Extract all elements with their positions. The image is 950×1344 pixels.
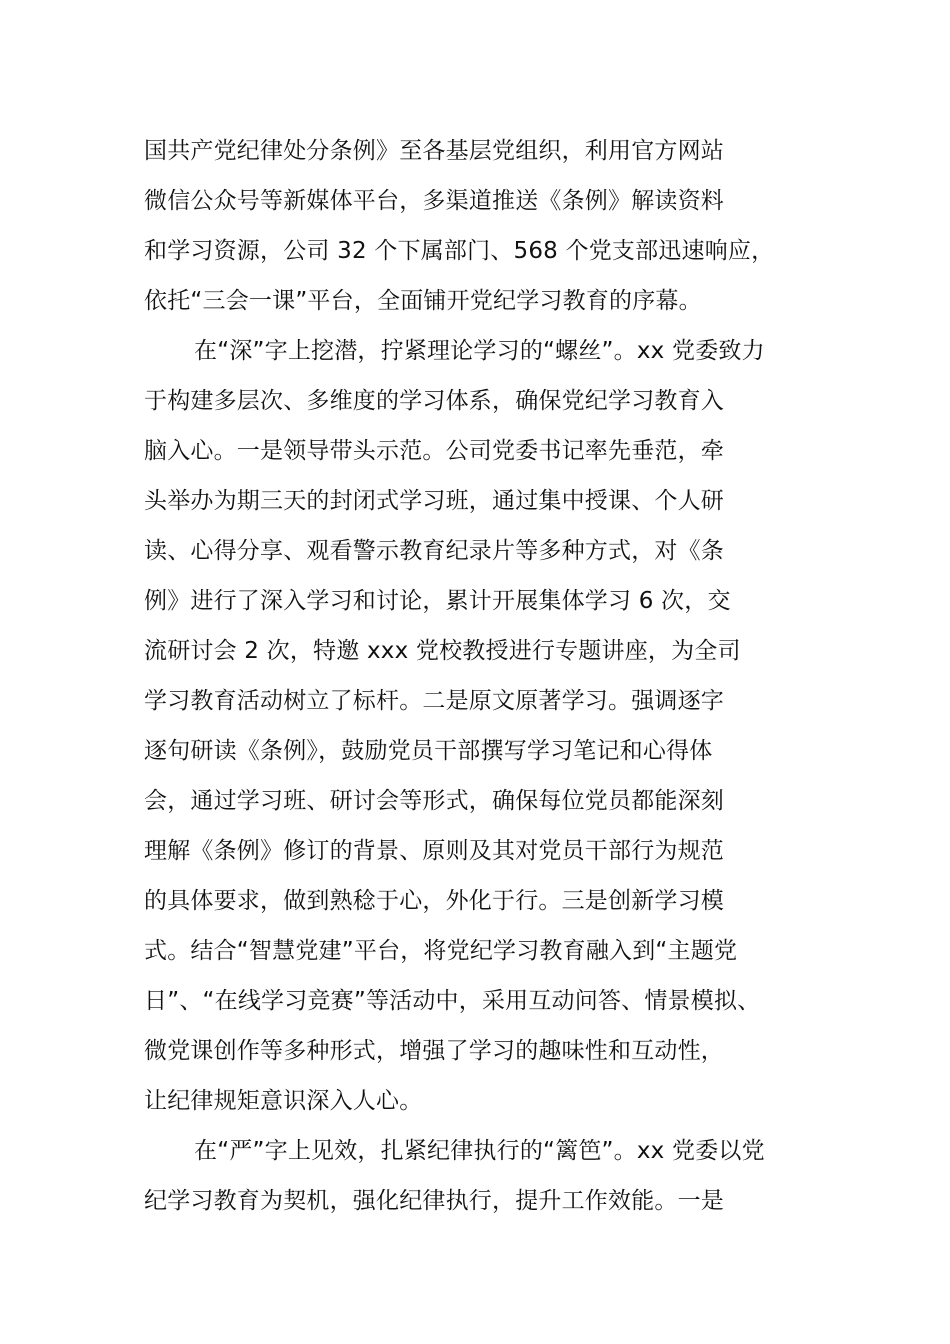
text-line: 流研讨会 2 次，特邀 xxx 党校教授进行专题讲座，为全司 xyxy=(144,638,741,664)
text-line: 式。结合“智慧党建”平台，将党纪学习教育融入到“主题党 xyxy=(144,938,738,964)
text-line: 例》进行了深入学习和讨论，累计开展集体学习 6 次，交 xyxy=(144,588,731,614)
text-line: 纪学习教育为契机，强化纪律执行，提升工作效能。一是 xyxy=(144,1188,724,1214)
text-line: 和学习资源，公司 32 个下属部门、568 个党支部迅速响应， xyxy=(144,238,775,264)
text-line: 读、心得分享、观看警示教育纪录片等多种方式，对《条 xyxy=(144,538,724,564)
text-line: 国共产党纪律处分条例》至各基层党组织，利用官方网站 xyxy=(144,138,724,164)
text-line: 学习教育活动树立了标杆。二是原文原著学习。强调逐字 xyxy=(144,688,724,714)
text-line: 会，通过学习班、研讨会等形式，确保每位党员都能深刻 xyxy=(144,788,724,814)
text-line: 让纪律规矩意识深入人心。 xyxy=(144,1088,423,1114)
text-line: 于构建多层次、多维度的学习体系，确保党纪学习教育入 xyxy=(144,388,724,414)
text-line: 逐句研读《条例》，鼓励党员干部撰写学习笔记和心得体 xyxy=(144,738,713,764)
text-line: 微党课创作等多种形式，增强了学习的趣味性和互动性， xyxy=(144,1038,724,1064)
text-line: 依托“三会一课”平台，全面铺开党纪学习教育的序幕。 xyxy=(144,288,702,314)
paragraph-start-line: 在“深”字上挖潜，拧紧理论学习的“螺丝”。xx 党委致力 xyxy=(194,338,765,364)
text-line: 理解《条例》修订的背景、原则及其对党员干部行为规范 xyxy=(144,838,724,864)
text-line: 脑入心。一是领导带头示范。公司党委书记率先垂范，牵 xyxy=(144,438,724,464)
text-line: 头举办为期三天的封闭式学习班，通过集中授课、个人研 xyxy=(144,488,724,514)
text-line: 微信公众号等新媒体平台，多渠道推送《条例》解读资料 xyxy=(144,188,724,214)
text-line: 的具体要求，做到熟稔于心，外化于行。三是创新学习模 xyxy=(144,888,724,914)
paragraph-start-line: 在“严”字上见效，扎紧纪律执行的“篱笆”。xx 党委以党 xyxy=(194,1138,765,1164)
text-line: 日”、“在线学习竞赛”等活动中，采用互动问答、情景模拟、 xyxy=(144,988,761,1014)
